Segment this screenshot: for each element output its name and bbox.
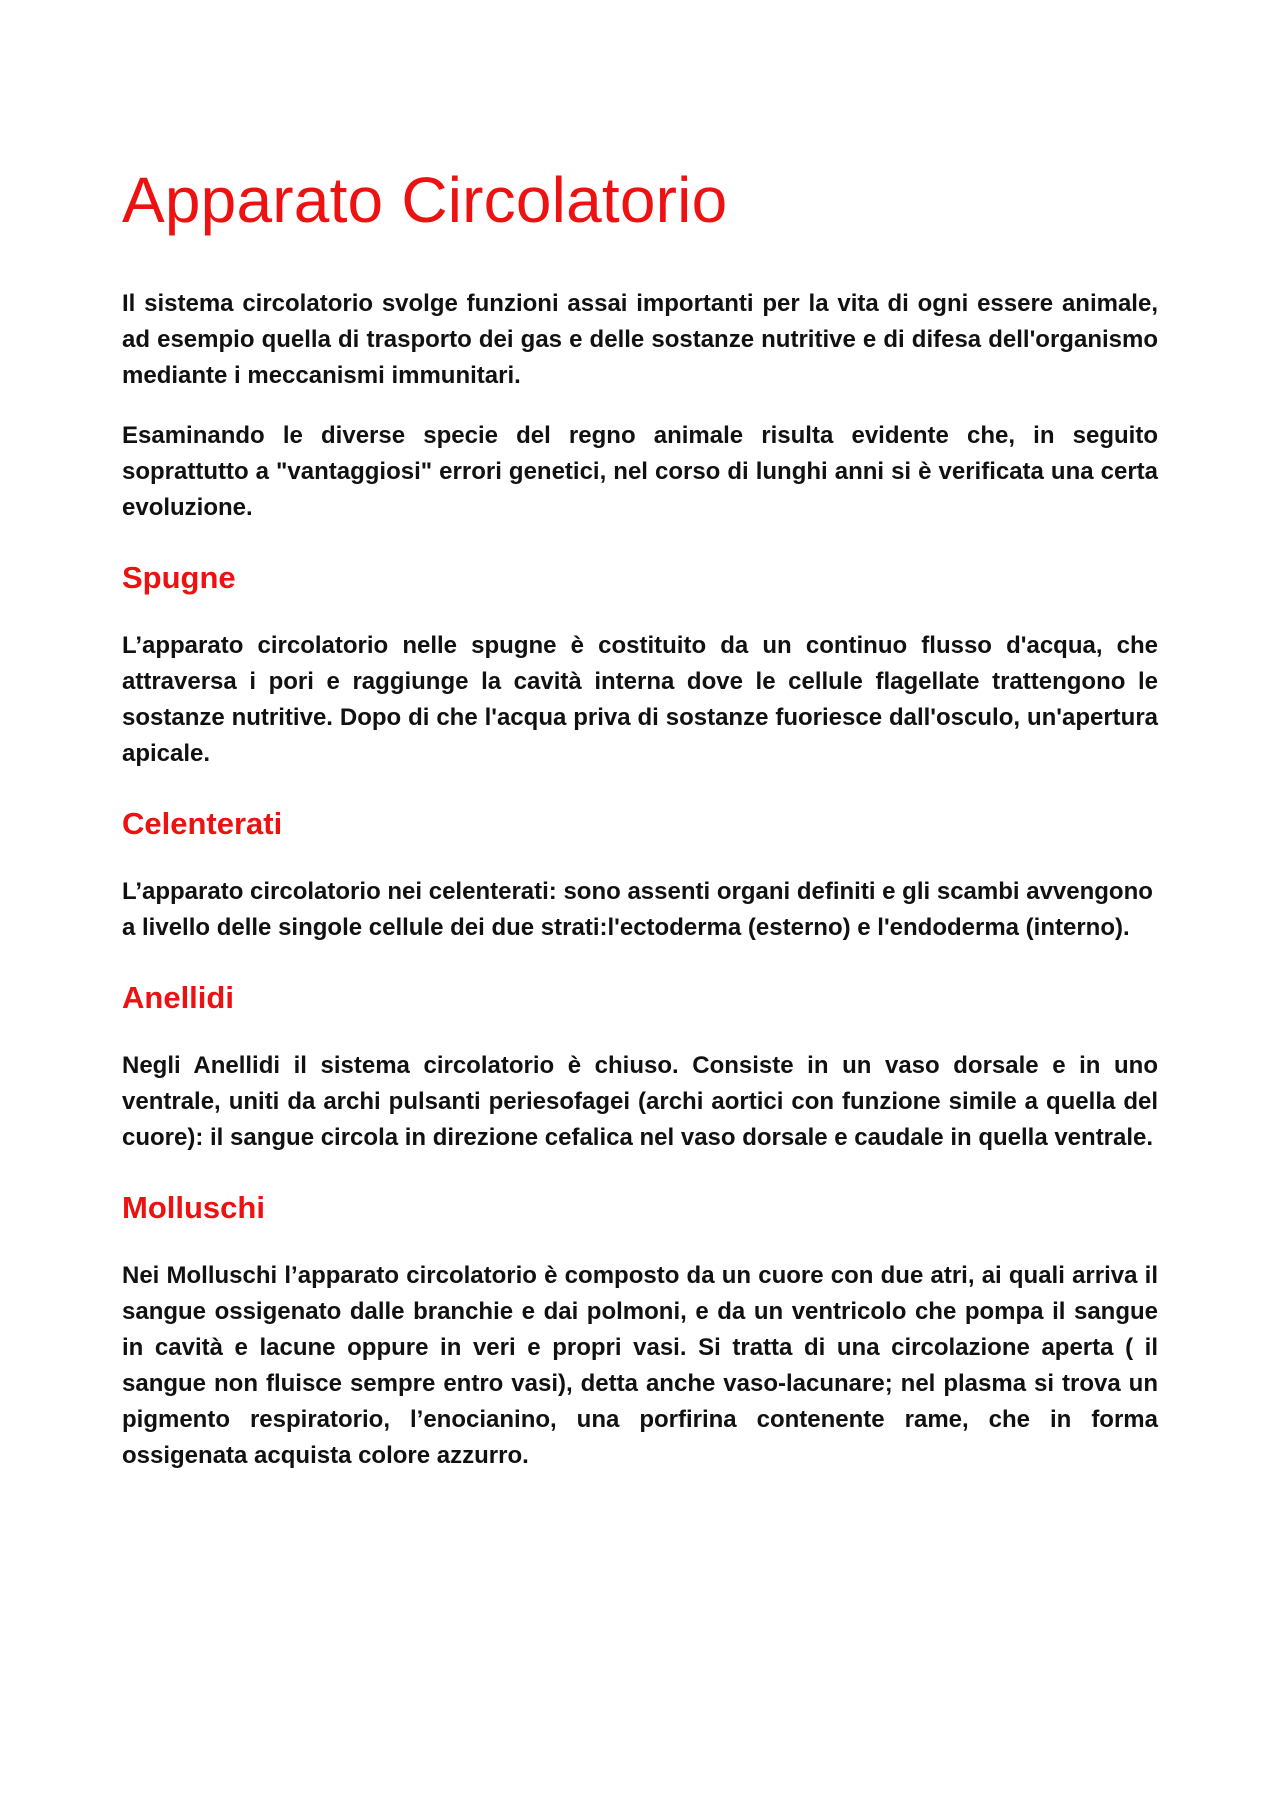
section-body: Negli Anellidi il sistema circolatorio è chiuso. Consiste in un vaso dorsale e in uno ventrale, uniti da archi pulsanti periesofagei (archi aortici con funzione simile a quella del cuore): il sangue circola in direzione cefalica nel vaso dorsale e caudale in quella ventrale.	[122, 1052, 1158, 1151]
section-molluschi	[122, 1188, 1158, 1474]
section-heading: Celenterati	[122, 806, 283, 841]
section-anellidi	[122, 978, 1158, 1156]
section-heading: Molluschi	[122, 1190, 265, 1225]
section-celenterati	[122, 804, 1158, 946]
intro-paragraph-1: Il sistema circolatorio svolge funzioni assai importanti per la vita di ogni essere animale, ad esempio quella di trasporto dei gas e delle sostanze nutritive e di difesa dell'organismo mediante i meccanismi immunitari.	[122, 290, 1158, 389]
section-heading: Anellidi	[122, 980, 234, 1015]
section-spugne	[122, 558, 1158, 772]
document-page	[122, 160, 1158, 1498]
section-body: L’apparato circolatorio nelle spugne è costituito da un continuo flusso d'acqua, che attraversa i pori e raggiunge la cavità interna dove le cellule flagellate trattengono le sostanze nutritive. Dopo di che l'acqua priva di sostanze fuoriesce dall'osculo, un'apertura apicale.	[122, 632, 1158, 767]
section-body: Nei Molluschi l’apparato circolatorio è composto da un cuore con due atri, ai quali arriva il sangue ossigenato dalle branchie e dai polmoni, e da un ventricolo che pompa il sangue in cavità e lacune oppure in veri e propri vasi. Si tratta di una circolazione aperta ( il sangue non fluisce sempre entro vasi), detta anche vaso-lacunare; nel plasma si trova un pigmento respiratorio, l’enocianino, una porfirina contenente rame, che in forma ossigenata acquista colore azzurro.	[122, 1262, 1158, 1469]
section-heading: Spugne	[122, 560, 236, 595]
intro-paragraph-2: Esaminando le diverse specie del regno animale risulta evidente che, in seguito soprattutto a "vantaggiosi" errori genetici, nel corso di lunghi anni si è verificata una certa evoluzione.	[122, 422, 1158, 521]
page-title: Apparato Circolatorio	[122, 164, 728, 236]
section-body: L’apparato circolatorio nei celenterati: sono assenti organi definiti e gli scambi avvengono a livello delle singole cellule dei due strati:l'ectoderma (esterno) e l'endoderma (interno).	[122, 878, 1153, 941]
